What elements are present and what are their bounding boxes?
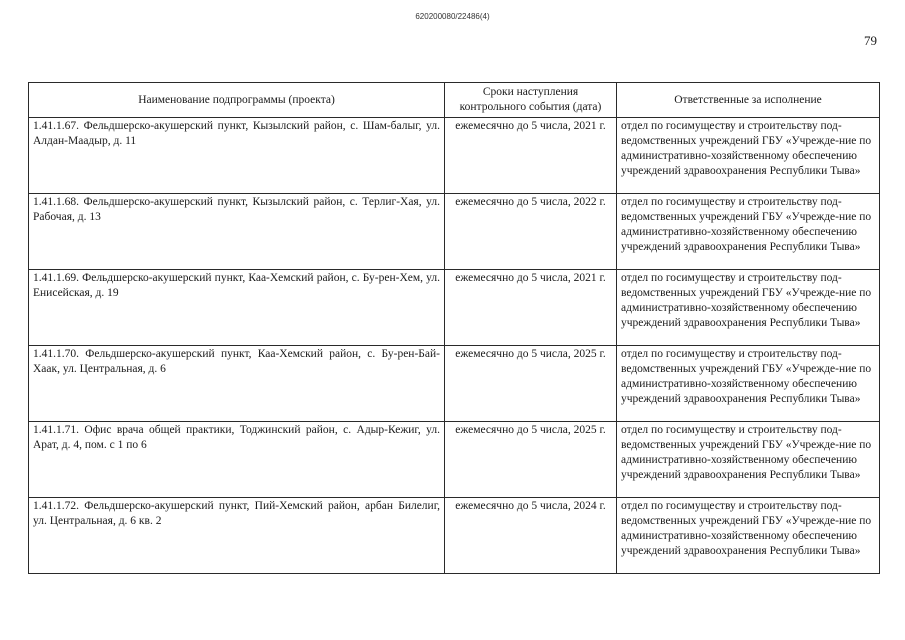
header-responsible: Ответственные за исполнение — [617, 83, 880, 118]
table-row — [29, 498, 880, 574]
table-row — [29, 194, 880, 270]
table-row — [29, 270, 880, 346]
cell-term: ежемесячно до 5 числа, 2025 г. — [445, 346, 617, 422]
cell-responsible: отдел по госимуществу и строительству под-ведомственных учреждений ГБУ «Учрежде-ние по административно-хозяйственному обеспечению учреждений здравоохранения Республики Тыва» — [617, 194, 880, 270]
cell-responsible: отдел по госимуществу и строительству под-ведомственных учреждений ГБУ «Учрежде-ние по административно-хозяйственному обеспечению учреждений здравоохранения Республики Тыва» — [617, 346, 880, 422]
table-header-row — [29, 83, 880, 118]
cell-term: ежемесячно до 5 числа, 2024 г. — [445, 498, 617, 574]
table-row — [29, 346, 880, 422]
cell-responsible: отдел по госимуществу и строительству под-ведомственных учреждений ГБУ «Учрежде-ние по административно-хозяйственному обеспечению учреждений здравоохранения Республики Тыва» — [617, 422, 880, 498]
cell-term: ежемесячно до 5 числа, 2025 г. — [445, 422, 617, 498]
program-table — [28, 82, 880, 574]
header-term: Сроки наступления контрольного события (дата) — [445, 83, 617, 118]
cell-term: ежемесячно до 5 числа, 2022 г. — [445, 194, 617, 270]
page-number: 79 — [864, 33, 877, 48]
cell-name: 1.41.1.68. Фельдшерско-акушерский пункт, Кызылский район, с. Терлиг-Хая, ул. Рабочая, д. 13 — [29, 194, 445, 270]
cell-name: 1.41.1.72. Фельдшерско-акушерский пункт, Пий-Хемский район, арбан Билелиг, ул. Центральная, д. 6 кв. 2 — [29, 498, 445, 574]
cell-name: 1.41.1.70. Фельдшерско-акушерский пункт, Каа-Хемский район, с. Бу-рен-Бай-Хаак, ул. Центральная, д. 6 — [29, 346, 445, 422]
document-id: 620200080/22486(4) — [415, 12, 490, 21]
cell-name: 1.41.1.67. Фельдшерско-акушерский пункт, Кызылский район, с. Шам-балыг, ул. Алдан-Маадыр, д. 11 — [29, 118, 445, 194]
cell-responsible: отдел по госимуществу и строительству под-ведомственных учреждений ГБУ «Учрежде-ние по административно-хозяйственному обеспечению учреждений здравоохранения Республики Тыва» — [617, 498, 880, 574]
header-name: Наименование подпрограммы (проекта) — [29, 83, 445, 118]
table-row — [29, 118, 880, 194]
cell-name: 1.41.1.71. Офис врача общей практики, Тоджинский район, с. Адыр-Кежиг, ул. Арат, д. 4, пом. с 1 по 6 — [29, 422, 445, 498]
cell-term: ежемесячно до 5 числа, 2021 г. — [445, 270, 617, 346]
cell-responsible: отдел по госимуществу и строительству под-ведомственных учреждений ГБУ «Учрежде-ние по административно-хозяйственному обеспечению учреждений здравоохранения Республики Тыва» — [617, 270, 880, 346]
cell-responsible: отдел по госимуществу и строительству под-ведомственных учреждений ГБУ «Учрежде-ние по административно-хозяйственному обеспечению учреждений здравоохранения Республики Тыва» — [617, 118, 880, 194]
cell-name: 1.41.1.69. Фельдшерско-акушерский пункт, Каа-Хемский район, с. Бу-рен-Хем, ул. Енисейская, д. 19 — [29, 270, 445, 346]
table-row — [29, 422, 880, 498]
cell-term: ежемесячно до 5 числа, 2021 г. — [445, 118, 617, 194]
